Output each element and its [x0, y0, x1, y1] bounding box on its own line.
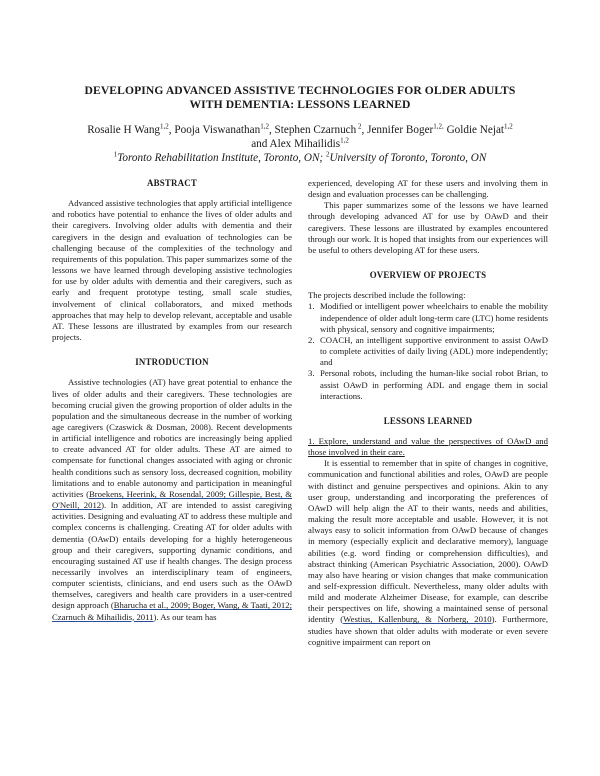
- affiliation-text: University of Toronto, Toronto, ON: [329, 152, 487, 164]
- citation-link-westius[interactable]: Westius, Kallenburg, & Norberg, 2010: [343, 614, 492, 625]
- project-list: [308, 301, 548, 401]
- affiliation-marker: 1: [113, 150, 118, 159]
- lessons-heading: LESSONS LEARNED: [383, 415, 473, 426]
- author-name: Pooja Viswanathan: [174, 124, 261, 136]
- author-name: Jennifer Boger: [367, 124, 434, 136]
- project-list-number: 3.: [308, 368, 315, 379]
- title-block: [60, 84, 540, 165]
- lesson-1-text-1: It is essential to remember that in spite of changes in cognitive, communication and functional abilities and roles, OAwD are people with distinct and genuine perspectives and opinions. Akin to any user group, understanding and incorporating the preferences of OAwD will help align the AT to their wants, needs and abilities, making the result more acceptable and usable. However, it is not always easy to solicit information from OAwD because of changes in memory (especially explicit and declarative memory), language abilities (e.g. word finding or comprehension difficulties), and abstract thinking (American Psychiatric Association, 2000). OAwD may also have hearing or vision changes that make communication and self-expression difficult. Nevertheless, many older adults with mild and moderate Alzheimer Disease, for example, can describe their perspectives on life, showing a maintained sense of personal identity (: [308, 458, 548, 625]
- author-affiliation-marker: 1,2: [340, 136, 349, 145]
- project-list-item: [308, 368, 548, 401]
- author-name: and Alex Mihailidis: [251, 138, 341, 150]
- introduction-text-2: ). In addition, AT are intended to assist caregiving activities. Designing and evaluating AT to address these multiple and complex concerns is challenging. Creating AT for older adults with dementia (OAwD) entails developing for a highly heterogeneous group and their caregivers, supporting dynamic conditions, and encouraging sustained AT use if health changes. The design process necessarily involves an interdisciplinary team of engineers, computer scientists, clinicians, and end users such as the OAwD themselves, caregivers and health care providers in a user-centred design approach (: [52, 500, 292, 611]
- affiliation-marker: 2: [325, 150, 330, 159]
- author-affiliation-marker: 2: [356, 122, 362, 131]
- introduction-paragraph-2: This paper summarizes some of the lessons we have learned through developing advanced AT for use by OAwD and their caregivers. These lessons are illustrated by examples encountered through our work. It is hoped that insights from our experiences will be useful to others developing AT for these users.: [308, 200, 548, 255]
- author-name: Rosalie H Wang: [87, 124, 161, 136]
- author-affiliation-marker: 1,2: [260, 122, 269, 131]
- lesson-1-paragraph: [308, 458, 548, 648]
- abstract-heading: ABSTRACT: [147, 178, 197, 188]
- paper-title-line-1: DEVELOPING ADVANCED ASSISTIVE TECHNOLOGIES FOR OLDER ADULTS: [84, 84, 516, 97]
- author-list: Rosalie H Wang$^{1,2}$, Pooja Viswanathan$^{1,2}$, Stephen Czarnuch $^2$, Jennifer Boger$^{1,2,}$ Goldie Nejat$^{1,2}$ and Alex Mihailidis$^{1,2}$: [87, 122, 513, 150]
- overview-heading: OVERVIEW OF PROJECTS: [369, 270, 487, 281]
- lesson-1-heading: 1. Explore, understand and value the perspectives of OAwD and those involved in their care.: [308, 435, 548, 458]
- right-column: [308, 178, 548, 648]
- introduction-continued: experienced, developing AT for these users and involving them in design and evaluation processes can be challenging.: [308, 178, 548, 200]
- left-column: [52, 178, 292, 623]
- project-list-text: COACH, an intelligent supportive environment to assist OAwD to complete activities of daily living (ADL) more independently; and: [320, 334, 548, 368]
- project-list-number: 2.: [308, 334, 315, 345]
- paper-title-line-2: WITH DEMENTIA: LESSONS LEARNED: [189, 98, 411, 111]
- author-affiliation-marker: 1,2,: [433, 122, 444, 131]
- introduction-paragraph: [52, 377, 292, 622]
- introduction-text-1: Assistive technologies (AT) have great potential to enhance the lives of older adults and their caregivers. These technologies are becoming crucial given the growing proportion of older adults in the population and the simultaneous decrease in the number of working age caregivers (Czaswick & Dosman, 2008). Recent developments in artificial intelligence and robotics are increasingly being applied to create advanced AT for older adults. These AT are aimed to compensate for functional changes associated with aging or chronic health conditions such as sensory loss, decreased cognition, mobility limitations and to enable autonomy and participation in meaningful activities (: [52, 377, 292, 499]
- lesson-1-text-2: ). Furthermore, studies have shown that older adults with moderate or even severe cognitive impairment can report on: [308, 614, 548, 647]
- overview-lead: The projects described include the following:: [308, 290, 466, 301]
- introduction-heading: INTRODUCTION: [135, 357, 209, 368]
- project-list-item: [308, 334, 548, 368]
- project-list-item: [308, 301, 548, 334]
- introduction-text-3: ). As our team has: [153, 611, 217, 622]
- author-name: Goldie Nejat: [446, 124, 505, 136]
- abstract-text: Advanced assistive technologies that apply artificial intelligence and robotics have potential to enhance the lives of older adults and their caregivers. Involving older adults with dementia and their caregivers in the design and evaluation of technologies can be challenging because of the complexities of the technology and requirements of this population. This paper summarizes some of the lessons we have learned through developing assistive technologies for use by older adults with dementia and their caregivers, such as early and frequent prototype testing, small scale studies, involvement of clinical collaborators, and mixed methods approaches that may help to develop relevant, acceptable and usable AT. These lessons are illustrated by examples from our research projects.: [52, 198, 292, 343]
- author-affiliation-marker: 1,2: [160, 122, 169, 131]
- project-list-number: 1.: [308, 301, 315, 312]
- affiliation-text: Toronto Rehabilitation Institute, Toronto, ON;: [117, 152, 326, 164]
- citation-link-bharucha[interactable]: Bharucha et al., 2009; Boger, Wang, & Taati, 2012; Czarnuch & Mihailidis, 2011: [52, 600, 293, 622]
- affiliation-list: [60, 151, 540, 165]
- author-name: Stephen Czarnuch: [274, 124, 357, 136]
- author-affiliation-marker: 1,2: [504, 122, 513, 131]
- project-list-text: Personal robots, including the human-like social robot Brian, to assist OAwD in performing ADL and engage them in social interactions.: [320, 368, 548, 401]
- citation-link-broekens[interactable]: Broekens, Heerink, & Rosendal, 2009; Gillespie, Best, & O'Neill, 2012: [52, 488, 292, 511]
- project-list-text: Modified or intelligent power wheelchairs to enable the mobility independence of older adult long-term care (LTC) home residents with physical, sensory and cognitive impairments;: [320, 301, 548, 334]
